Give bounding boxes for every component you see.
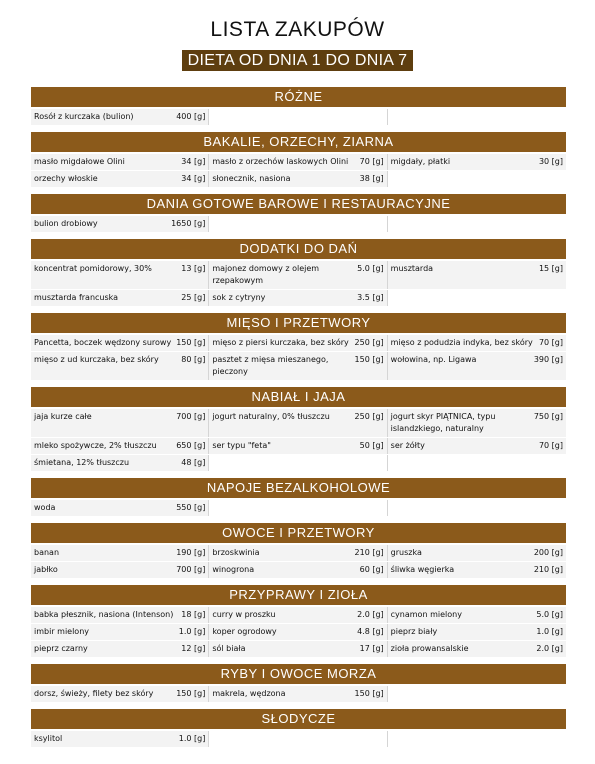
list-item [31, 290, 209, 306]
list-item [388, 335, 566, 351]
empty-cell [209, 455, 387, 471]
page-title: LISTA ZAKUPÓW [210, 18, 385, 41]
list-item [31, 731, 209, 747]
empty-cell [388, 290, 566, 306]
empty-cell [209, 216, 387, 232]
item-quantity: 650 [g] [176, 441, 206, 450]
list-item [31, 438, 209, 454]
item-quantity: 1.0 [g] [178, 627, 206, 636]
list-item [388, 261, 566, 289]
item-name: ser typu "feta" [212, 441, 271, 450]
table-row [31, 731, 566, 747]
list-item [31, 562, 209, 578]
table-row [31, 624, 566, 640]
item-quantity: 70 [g] [538, 338, 563, 347]
item-quantity: 1.0 [g] [536, 627, 563, 636]
item-name: dorsz, świeży, filety bez skóry [34, 689, 154, 698]
page-subtitle: DIETA OD DNIA 1 DO DNIA 7 [182, 50, 414, 71]
list-item [31, 261, 209, 289]
table-row [31, 607, 566, 623]
table-row [31, 545, 566, 561]
table-row [31, 500, 566, 516]
list-item [209, 641, 387, 657]
item-quantity: 150 [g] [354, 355, 384, 364]
item-quantity: 34 [g] [181, 157, 206, 166]
item-name: babka płesznik, nasiona (Intenson) [34, 610, 174, 619]
empty-cell [388, 455, 566, 471]
table-row [31, 352, 566, 380]
item-quantity: 250 [g] [354, 338, 384, 347]
empty-cell [388, 500, 566, 516]
list-item [388, 409, 566, 437]
table-row [31, 216, 566, 232]
table-row [31, 109, 566, 125]
list-item [31, 641, 209, 657]
item-quantity: 17 [g] [359, 644, 384, 653]
item-name: brzoskwinia [212, 548, 260, 557]
item-quantity: 2.0 [g] [536, 644, 563, 653]
list-item [388, 154, 566, 170]
empty-cell [388, 216, 566, 232]
item-name: zioła prowansalskie [390, 644, 469, 653]
empty-cell [388, 686, 566, 702]
item-quantity: 390 [g] [533, 355, 563, 364]
empty-cell [209, 109, 387, 125]
item-name: sól biała [212, 644, 246, 653]
list-item [31, 545, 209, 561]
list-item [209, 335, 387, 351]
item-quantity: 150 [g] [176, 689, 206, 698]
list-item [31, 352, 209, 380]
item-quantity: 34 [g] [181, 174, 206, 183]
item-quantity: 150 [g] [354, 689, 384, 698]
item-quantity: 190 [g] [176, 548, 206, 557]
item-name: woda [34, 503, 56, 512]
empty-cell [388, 731, 566, 747]
list-item [209, 438, 387, 454]
section-header: BAKALIE, ORZECHY, ZIARNA [31, 132, 566, 152]
list-item [209, 686, 387, 702]
item-quantity: 48 [g] [181, 458, 206, 467]
item-name: cynamon mielony [390, 610, 462, 619]
item-quantity: 2.0 [g] [357, 610, 384, 619]
section-spacer [31, 748, 566, 754]
item-name: gruszka [390, 548, 422, 557]
item-quantity: 50 [g] [359, 441, 384, 450]
item-name: curry w proszku [212, 610, 276, 619]
item-name: musztarda francuska [34, 293, 119, 302]
section-header: SŁODYCZE [31, 709, 566, 729]
list-item [388, 545, 566, 561]
item-quantity: 70 [g] [538, 441, 563, 450]
list-item [209, 261, 387, 289]
section-header: DODATKI DO DAŃ [31, 239, 566, 259]
item-quantity: 15 [g] [538, 264, 563, 273]
list-item [31, 409, 209, 437]
item-name: masło migdałowe Olini [34, 157, 125, 166]
item-quantity: 38 [g] [359, 174, 384, 183]
section-header: DANIA GOTOWE BAROWE I RESTAURACYJNE [31, 194, 566, 214]
section-header: NAPOJE BEZALKOHOLOWE [31, 478, 566, 498]
section-header: RÓŻNE [31, 87, 566, 107]
table-row [31, 686, 566, 702]
item-name: mięso z ud kurczaka, bez skóry [34, 355, 159, 364]
item-name: jabłko [34, 565, 58, 574]
section-header: PRZYPRAWY I ZIOŁA [31, 585, 566, 605]
list-item [31, 154, 209, 170]
subtitle-banner [0, 50, 595, 71]
item-name: sok z cytryny [212, 293, 266, 302]
list-item [31, 500, 209, 516]
list-item [31, 335, 209, 351]
empty-cell [209, 500, 387, 516]
list-item [209, 154, 387, 170]
list-item [209, 562, 387, 578]
item-quantity: 25 [g] [181, 293, 206, 302]
empty-cell [388, 109, 566, 125]
list-item [31, 686, 209, 702]
item-quantity: 3.5 [g] [357, 293, 384, 302]
list-item [209, 607, 387, 623]
item-quantity: 550 [g] [176, 503, 206, 512]
item-name: mięso z podudzia indyka, bez skóry [390, 338, 533, 347]
item-quantity: 60 [g] [359, 565, 384, 574]
item-quantity: 5.0 [g] [357, 264, 384, 273]
item-name: koncentrat pomidorowy, 30% [34, 264, 152, 273]
item-name: orzechy włoskie [34, 174, 98, 183]
item-name: słonecznik, nasiona [212, 174, 291, 183]
list-item [388, 438, 566, 454]
table-row [31, 154, 566, 170]
item-name: śmietana, 12% tłuszczu [34, 458, 130, 467]
item-name: pasztet z mięsa mieszanego, pieczony [212, 355, 329, 376]
item-name: imbir mielony [34, 627, 90, 636]
empty-cell [388, 171, 566, 187]
empty-cell [209, 731, 387, 747]
item-quantity: 750 [g] [533, 412, 563, 421]
list-item [388, 624, 566, 640]
item-quantity: 12 [g] [181, 644, 206, 653]
list-item [31, 171, 209, 187]
item-name: ksylitol [34, 734, 63, 743]
item-quantity: 250 [g] [354, 412, 384, 421]
item-quantity: 200 [g] [533, 548, 563, 557]
item-name: migdały, płatki [390, 157, 451, 166]
list-item [388, 562, 566, 578]
list-item [209, 290, 387, 306]
table-row [31, 171, 566, 187]
table-row [31, 455, 566, 471]
item-quantity: 700 [g] [176, 412, 206, 421]
item-quantity: 80 [g] [181, 355, 206, 364]
section-header: OWOCE I PRZETWORY [31, 523, 566, 543]
item-quantity: 400 [g] [176, 112, 206, 121]
list-item [31, 109, 209, 125]
item-name: Pancetta, boczek wędzony surowy [34, 338, 172, 347]
item-name: śliwka węgierka [390, 565, 455, 574]
item-quantity: 70 [g] [359, 157, 384, 166]
item-quantity: 5.0 [g] [536, 610, 563, 619]
item-name: bulion drobiowy [34, 219, 98, 228]
item-quantity: 1650 [g] [171, 219, 206, 228]
item-name: majonez domowy z olejem rzepakowym [212, 264, 320, 285]
table-row [31, 335, 566, 351]
table-row [31, 261, 566, 289]
table-row [31, 438, 566, 454]
section-header: RYBY I OWOCE MORZA [31, 664, 566, 684]
item-name: jogurt naturalny, 0% tłuszczu [212, 412, 330, 421]
item-name: wołowina, np. Ligawa [390, 355, 477, 364]
item-name: musztarda [390, 264, 434, 273]
item-name: ser żółty [390, 441, 425, 450]
item-name: masło z orzechów laskowych Olini [212, 157, 349, 166]
list-item [388, 641, 566, 657]
table-row [31, 641, 566, 657]
list-item [209, 545, 387, 561]
table-row [31, 562, 566, 578]
item-quantity: 210 [g] [533, 565, 563, 574]
section-header: NABIAŁ I JAJA [31, 387, 566, 407]
item-quantity: 18 [g] [181, 610, 206, 619]
list-item [31, 607, 209, 623]
item-name: banan [34, 548, 60, 557]
item-name: pieprz czarny [34, 644, 88, 653]
item-quantity: 13 [g] [181, 264, 206, 273]
item-name: pieprz biały [390, 627, 438, 636]
table-row [31, 290, 566, 306]
shopping-list [31, 87, 566, 754]
list-item [209, 624, 387, 640]
item-name: winogrona [212, 565, 255, 574]
item-quantity: 30 [g] [538, 157, 563, 166]
list-item [388, 607, 566, 623]
item-name: Rosół z kurczaka (bulion) [34, 112, 134, 121]
item-name: mleko spożywcze, 2% tłuszczu [34, 441, 157, 450]
list-item [31, 455, 209, 471]
item-quantity: 150 [g] [176, 338, 206, 347]
list-item [388, 352, 566, 380]
list-item [31, 216, 209, 232]
item-quantity: 1.0 [g] [178, 734, 206, 743]
section-header: MIĘSO I PRZETWORY [31, 313, 566, 333]
list-item [209, 171, 387, 187]
table-row [31, 409, 566, 437]
item-name: koper ogrodowy [212, 627, 277, 636]
item-quantity: 4.8 [g] [357, 627, 384, 636]
list-item [209, 352, 387, 380]
item-name: mięso z piersi kurczaka, bez skóry [212, 338, 349, 347]
item-name: makrela, wędzona [212, 689, 286, 698]
list-item [31, 624, 209, 640]
list-item [209, 409, 387, 437]
item-quantity: 210 [g] [354, 548, 384, 557]
item-name: jogurt skyr PIĄTNICA, typu islandzkiego, naturalny [390, 412, 496, 433]
item-quantity: 700 [g] [176, 565, 206, 574]
item-name: jaja kurze całe [34, 412, 92, 421]
